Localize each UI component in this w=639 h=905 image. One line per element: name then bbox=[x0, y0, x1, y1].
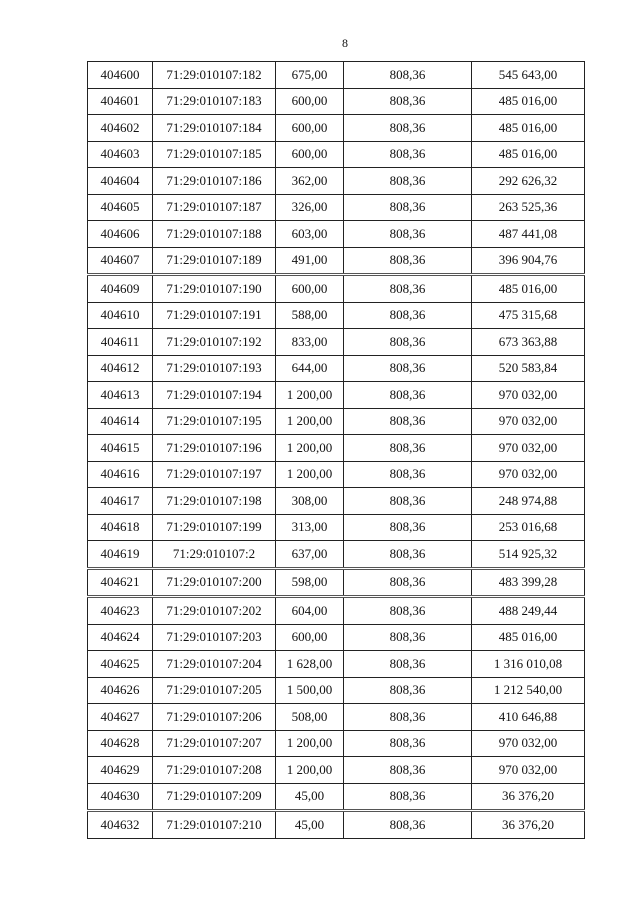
table-row bbox=[88, 435, 585, 462]
cell-cadastral-value: 36 376,20 bbox=[472, 783, 585, 811]
cell-record-number: 404600 bbox=[88, 62, 153, 89]
cell-specific-value: 808,36 bbox=[344, 115, 472, 142]
cell-cadastral-value: 970 032,00 bbox=[472, 435, 585, 462]
cell-cadastral-number: 71:29:010107:203 bbox=[153, 624, 276, 651]
cell-area: 491,00 bbox=[276, 247, 344, 275]
cell-cadastral-number: 71:29:010107:196 bbox=[153, 435, 276, 462]
cell-record-number: 404618 bbox=[88, 514, 153, 541]
cell-area: 637,00 bbox=[276, 541, 344, 569]
cell-area: 326,00 bbox=[276, 194, 344, 221]
cell-cadastral-value: 410 646,88 bbox=[472, 704, 585, 731]
cell-cadastral-number: 71:29:010107:206 bbox=[153, 704, 276, 731]
cell-record-number: 404612 bbox=[88, 355, 153, 382]
cell-cadastral-number: 71:29:010107:207 bbox=[153, 730, 276, 757]
cell-cadastral-value: 485 016,00 bbox=[472, 624, 585, 651]
table-row bbox=[88, 194, 585, 221]
cell-area: 603,00 bbox=[276, 221, 344, 248]
table-body bbox=[88, 62, 585, 839]
cell-cadastral-number: 71:29:010107:190 bbox=[153, 275, 276, 303]
cell-specific-value: 808,36 bbox=[344, 221, 472, 248]
cell-cadastral-number: 71:29:010107:208 bbox=[153, 757, 276, 784]
cell-area: 1 200,00 bbox=[276, 461, 344, 488]
cell-cadastral-number: 71:29:010107:2 bbox=[153, 541, 276, 569]
cell-specific-value: 808,36 bbox=[344, 568, 472, 597]
cell-area: 600,00 bbox=[276, 88, 344, 115]
cell-record-number: 404607 bbox=[88, 247, 153, 275]
cell-cadastral-number: 71:29:010107:185 bbox=[153, 141, 276, 168]
cell-specific-value: 808,36 bbox=[344, 488, 472, 515]
cell-cadastral-value: 483 399,28 bbox=[472, 568, 585, 597]
cell-area: 600,00 bbox=[276, 624, 344, 651]
cell-cadastral-number: 71:29:010107:193 bbox=[153, 355, 276, 382]
cell-area: 1 200,00 bbox=[276, 730, 344, 757]
table-row bbox=[88, 168, 585, 195]
cell-cadastral-value: 970 032,00 bbox=[472, 757, 585, 784]
cell-specific-value: 808,36 bbox=[344, 141, 472, 168]
cell-area: 1 200,00 bbox=[276, 408, 344, 435]
cell-specific-value: 808,36 bbox=[344, 541, 472, 569]
cell-cadastral-value: 970 032,00 bbox=[472, 408, 585, 435]
cell-cadastral-value: 485 016,00 bbox=[472, 88, 585, 115]
table-row bbox=[88, 811, 585, 839]
cell-specific-value: 808,36 bbox=[344, 275, 472, 303]
cell-area: 362,00 bbox=[276, 168, 344, 195]
cell-record-number: 404617 bbox=[88, 488, 153, 515]
cell-cadastral-number: 71:29:010107:202 bbox=[153, 597, 276, 625]
cadastral-value-table bbox=[87, 61, 585, 839]
table-row bbox=[88, 730, 585, 757]
cell-cadastral-number: 71:29:010107:194 bbox=[153, 382, 276, 409]
cell-record-number: 404604 bbox=[88, 168, 153, 195]
cell-cadastral-number: 71:29:010107:210 bbox=[153, 811, 276, 839]
table-row bbox=[88, 115, 585, 142]
cell-cadastral-number: 71:29:010107:198 bbox=[153, 488, 276, 515]
cell-cadastral-value: 970 032,00 bbox=[472, 730, 585, 757]
cell-cadastral-number: 71:29:010107:187 bbox=[153, 194, 276, 221]
cell-specific-value: 808,36 bbox=[344, 435, 472, 462]
cell-record-number: 404623 bbox=[88, 597, 153, 625]
cell-specific-value: 808,36 bbox=[344, 730, 472, 757]
table-row bbox=[88, 247, 585, 275]
cell-specific-value: 808,36 bbox=[344, 302, 472, 329]
cell-specific-value: 808,36 bbox=[344, 651, 472, 678]
cell-cadastral-number: 71:29:010107:189 bbox=[153, 247, 276, 275]
cell-record-number: 404632 bbox=[88, 811, 153, 839]
table-row bbox=[88, 88, 585, 115]
cell-area: 644,00 bbox=[276, 355, 344, 382]
cell-cadastral-value: 263 525,36 bbox=[472, 194, 585, 221]
cell-specific-value: 808,36 bbox=[344, 247, 472, 275]
cell-record-number: 404613 bbox=[88, 382, 153, 409]
cell-specific-value: 808,36 bbox=[344, 597, 472, 625]
cell-cadastral-value: 253 016,68 bbox=[472, 514, 585, 541]
cell-area: 45,00 bbox=[276, 783, 344, 811]
cell-record-number: 404624 bbox=[88, 624, 153, 651]
cell-area: 1 200,00 bbox=[276, 382, 344, 409]
cell-cadastral-value: 36 376,20 bbox=[472, 811, 585, 839]
table-row bbox=[88, 651, 585, 678]
cell-record-number: 404609 bbox=[88, 275, 153, 303]
cell-cadastral-value: 485 016,00 bbox=[472, 141, 585, 168]
cell-cadastral-number: 71:29:010107:183 bbox=[153, 88, 276, 115]
cell-record-number: 404619 bbox=[88, 541, 153, 569]
cell-specific-value: 808,36 bbox=[344, 355, 472, 382]
cell-area: 600,00 bbox=[276, 115, 344, 142]
page-number: 8 bbox=[342, 36, 348, 50]
cell-cadastral-number: 71:29:010107:200 bbox=[153, 568, 276, 597]
table-row bbox=[88, 677, 585, 704]
table-row bbox=[88, 62, 585, 89]
cell-record-number: 404611 bbox=[88, 329, 153, 356]
cell-area: 308,00 bbox=[276, 488, 344, 515]
cell-specific-value: 808,36 bbox=[344, 811, 472, 839]
cell-cadastral-number: 71:29:010107:188 bbox=[153, 221, 276, 248]
cell-specific-value: 808,36 bbox=[344, 194, 472, 221]
table-row bbox=[88, 757, 585, 784]
cell-area: 588,00 bbox=[276, 302, 344, 329]
table-row bbox=[88, 408, 585, 435]
table-row bbox=[88, 704, 585, 731]
cell-cadastral-number: 71:29:010107:209 bbox=[153, 783, 276, 811]
cell-area: 600,00 bbox=[276, 141, 344, 168]
cell-cadastral-number: 71:29:010107:205 bbox=[153, 677, 276, 704]
cell-area: 1 628,00 bbox=[276, 651, 344, 678]
cell-specific-value: 808,36 bbox=[344, 168, 472, 195]
cell-cadastral-value: 520 583,84 bbox=[472, 355, 585, 382]
cell-area: 604,00 bbox=[276, 597, 344, 625]
cell-cadastral-number: 71:29:010107:199 bbox=[153, 514, 276, 541]
table-row bbox=[88, 568, 585, 597]
cell-cadastral-number: 71:29:010107:182 bbox=[153, 62, 276, 89]
cell-cadastral-value: 673 363,88 bbox=[472, 329, 585, 356]
cell-cadastral-number: 71:29:010107:197 bbox=[153, 461, 276, 488]
cell-record-number: 404625 bbox=[88, 651, 153, 678]
cell-record-number: 404626 bbox=[88, 677, 153, 704]
cell-cadastral-value: 514 925,32 bbox=[472, 541, 585, 569]
cell-record-number: 404602 bbox=[88, 115, 153, 142]
cell-cadastral-value: 1 316 010,08 bbox=[472, 651, 585, 678]
cell-record-number: 404610 bbox=[88, 302, 153, 329]
cell-record-number: 404601 bbox=[88, 88, 153, 115]
cell-specific-value: 808,36 bbox=[344, 783, 472, 811]
cell-record-number: 404621 bbox=[88, 568, 153, 597]
cell-record-number: 404628 bbox=[88, 730, 153, 757]
cell-cadastral-number: 71:29:010107:204 bbox=[153, 651, 276, 678]
cell-cadastral-value: 970 032,00 bbox=[472, 382, 585, 409]
cell-specific-value: 808,36 bbox=[344, 329, 472, 356]
cell-cadastral-value: 248 974,88 bbox=[472, 488, 585, 515]
cell-specific-value: 808,36 bbox=[344, 62, 472, 89]
cell-area: 313,00 bbox=[276, 514, 344, 541]
table-row bbox=[88, 355, 585, 382]
cell-cadastral-number: 71:29:010107:191 bbox=[153, 302, 276, 329]
cell-specific-value: 808,36 bbox=[344, 88, 472, 115]
cell-record-number: 404606 bbox=[88, 221, 153, 248]
cell-cadastral-value: 1 212 540,00 bbox=[472, 677, 585, 704]
cell-specific-value: 808,36 bbox=[344, 382, 472, 409]
cell-area: 1 500,00 bbox=[276, 677, 344, 704]
table-row bbox=[88, 783, 585, 811]
cell-cadastral-value: 485 016,00 bbox=[472, 275, 585, 303]
cell-specific-value: 808,36 bbox=[344, 408, 472, 435]
cell-area: 45,00 bbox=[276, 811, 344, 839]
table-row bbox=[88, 541, 585, 569]
table-row bbox=[88, 597, 585, 625]
cell-cadastral-value: 292 626,32 bbox=[472, 168, 585, 195]
cell-specific-value: 808,36 bbox=[344, 704, 472, 731]
cell-cadastral-value: 475 315,68 bbox=[472, 302, 585, 329]
cell-area: 833,00 bbox=[276, 329, 344, 356]
cell-cadastral-value: 545 643,00 bbox=[472, 62, 585, 89]
table-row bbox=[88, 141, 585, 168]
cell-record-number: 404629 bbox=[88, 757, 153, 784]
cell-cadastral-value: 396 904,76 bbox=[472, 247, 585, 275]
table-row bbox=[88, 382, 585, 409]
cell-area: 675,00 bbox=[276, 62, 344, 89]
table-row bbox=[88, 221, 585, 248]
table-row bbox=[88, 275, 585, 303]
table-row bbox=[88, 624, 585, 651]
cell-cadastral-value: 487 441,08 bbox=[472, 221, 585, 248]
cell-area: 1 200,00 bbox=[276, 757, 344, 784]
table-row bbox=[88, 514, 585, 541]
cell-cadastral-value: 485 016,00 bbox=[472, 115, 585, 142]
cell-cadastral-number: 71:29:010107:195 bbox=[153, 408, 276, 435]
table-row bbox=[88, 302, 585, 329]
cell-record-number: 404615 bbox=[88, 435, 153, 462]
registry-sheet bbox=[87, 61, 584, 839]
cell-area: 508,00 bbox=[276, 704, 344, 731]
cell-record-number: 404605 bbox=[88, 194, 153, 221]
cell-area: 600,00 bbox=[276, 275, 344, 303]
cell-record-number: 404614 bbox=[88, 408, 153, 435]
cell-specific-value: 808,36 bbox=[344, 677, 472, 704]
cell-record-number: 404616 bbox=[88, 461, 153, 488]
cell-record-number: 404627 bbox=[88, 704, 153, 731]
cell-specific-value: 808,36 bbox=[344, 757, 472, 784]
cell-cadastral-number: 71:29:010107:192 bbox=[153, 329, 276, 356]
table-row bbox=[88, 461, 585, 488]
cell-specific-value: 808,36 bbox=[344, 514, 472, 541]
cell-cadastral-number: 71:29:010107:184 bbox=[153, 115, 276, 142]
cell-record-number: 404603 bbox=[88, 141, 153, 168]
cell-cadastral-number: 71:29:010107:186 bbox=[153, 168, 276, 195]
table-row bbox=[88, 329, 585, 356]
cell-area: 1 200,00 bbox=[276, 435, 344, 462]
table-row bbox=[88, 488, 585, 515]
cell-cadastral-value: 488 249,44 bbox=[472, 597, 585, 625]
cell-cadastral-value: 970 032,00 bbox=[472, 461, 585, 488]
cell-specific-value: 808,36 bbox=[344, 461, 472, 488]
cell-specific-value: 808,36 bbox=[344, 624, 472, 651]
cell-area: 598,00 bbox=[276, 568, 344, 597]
cell-record-number: 404630 bbox=[88, 783, 153, 811]
